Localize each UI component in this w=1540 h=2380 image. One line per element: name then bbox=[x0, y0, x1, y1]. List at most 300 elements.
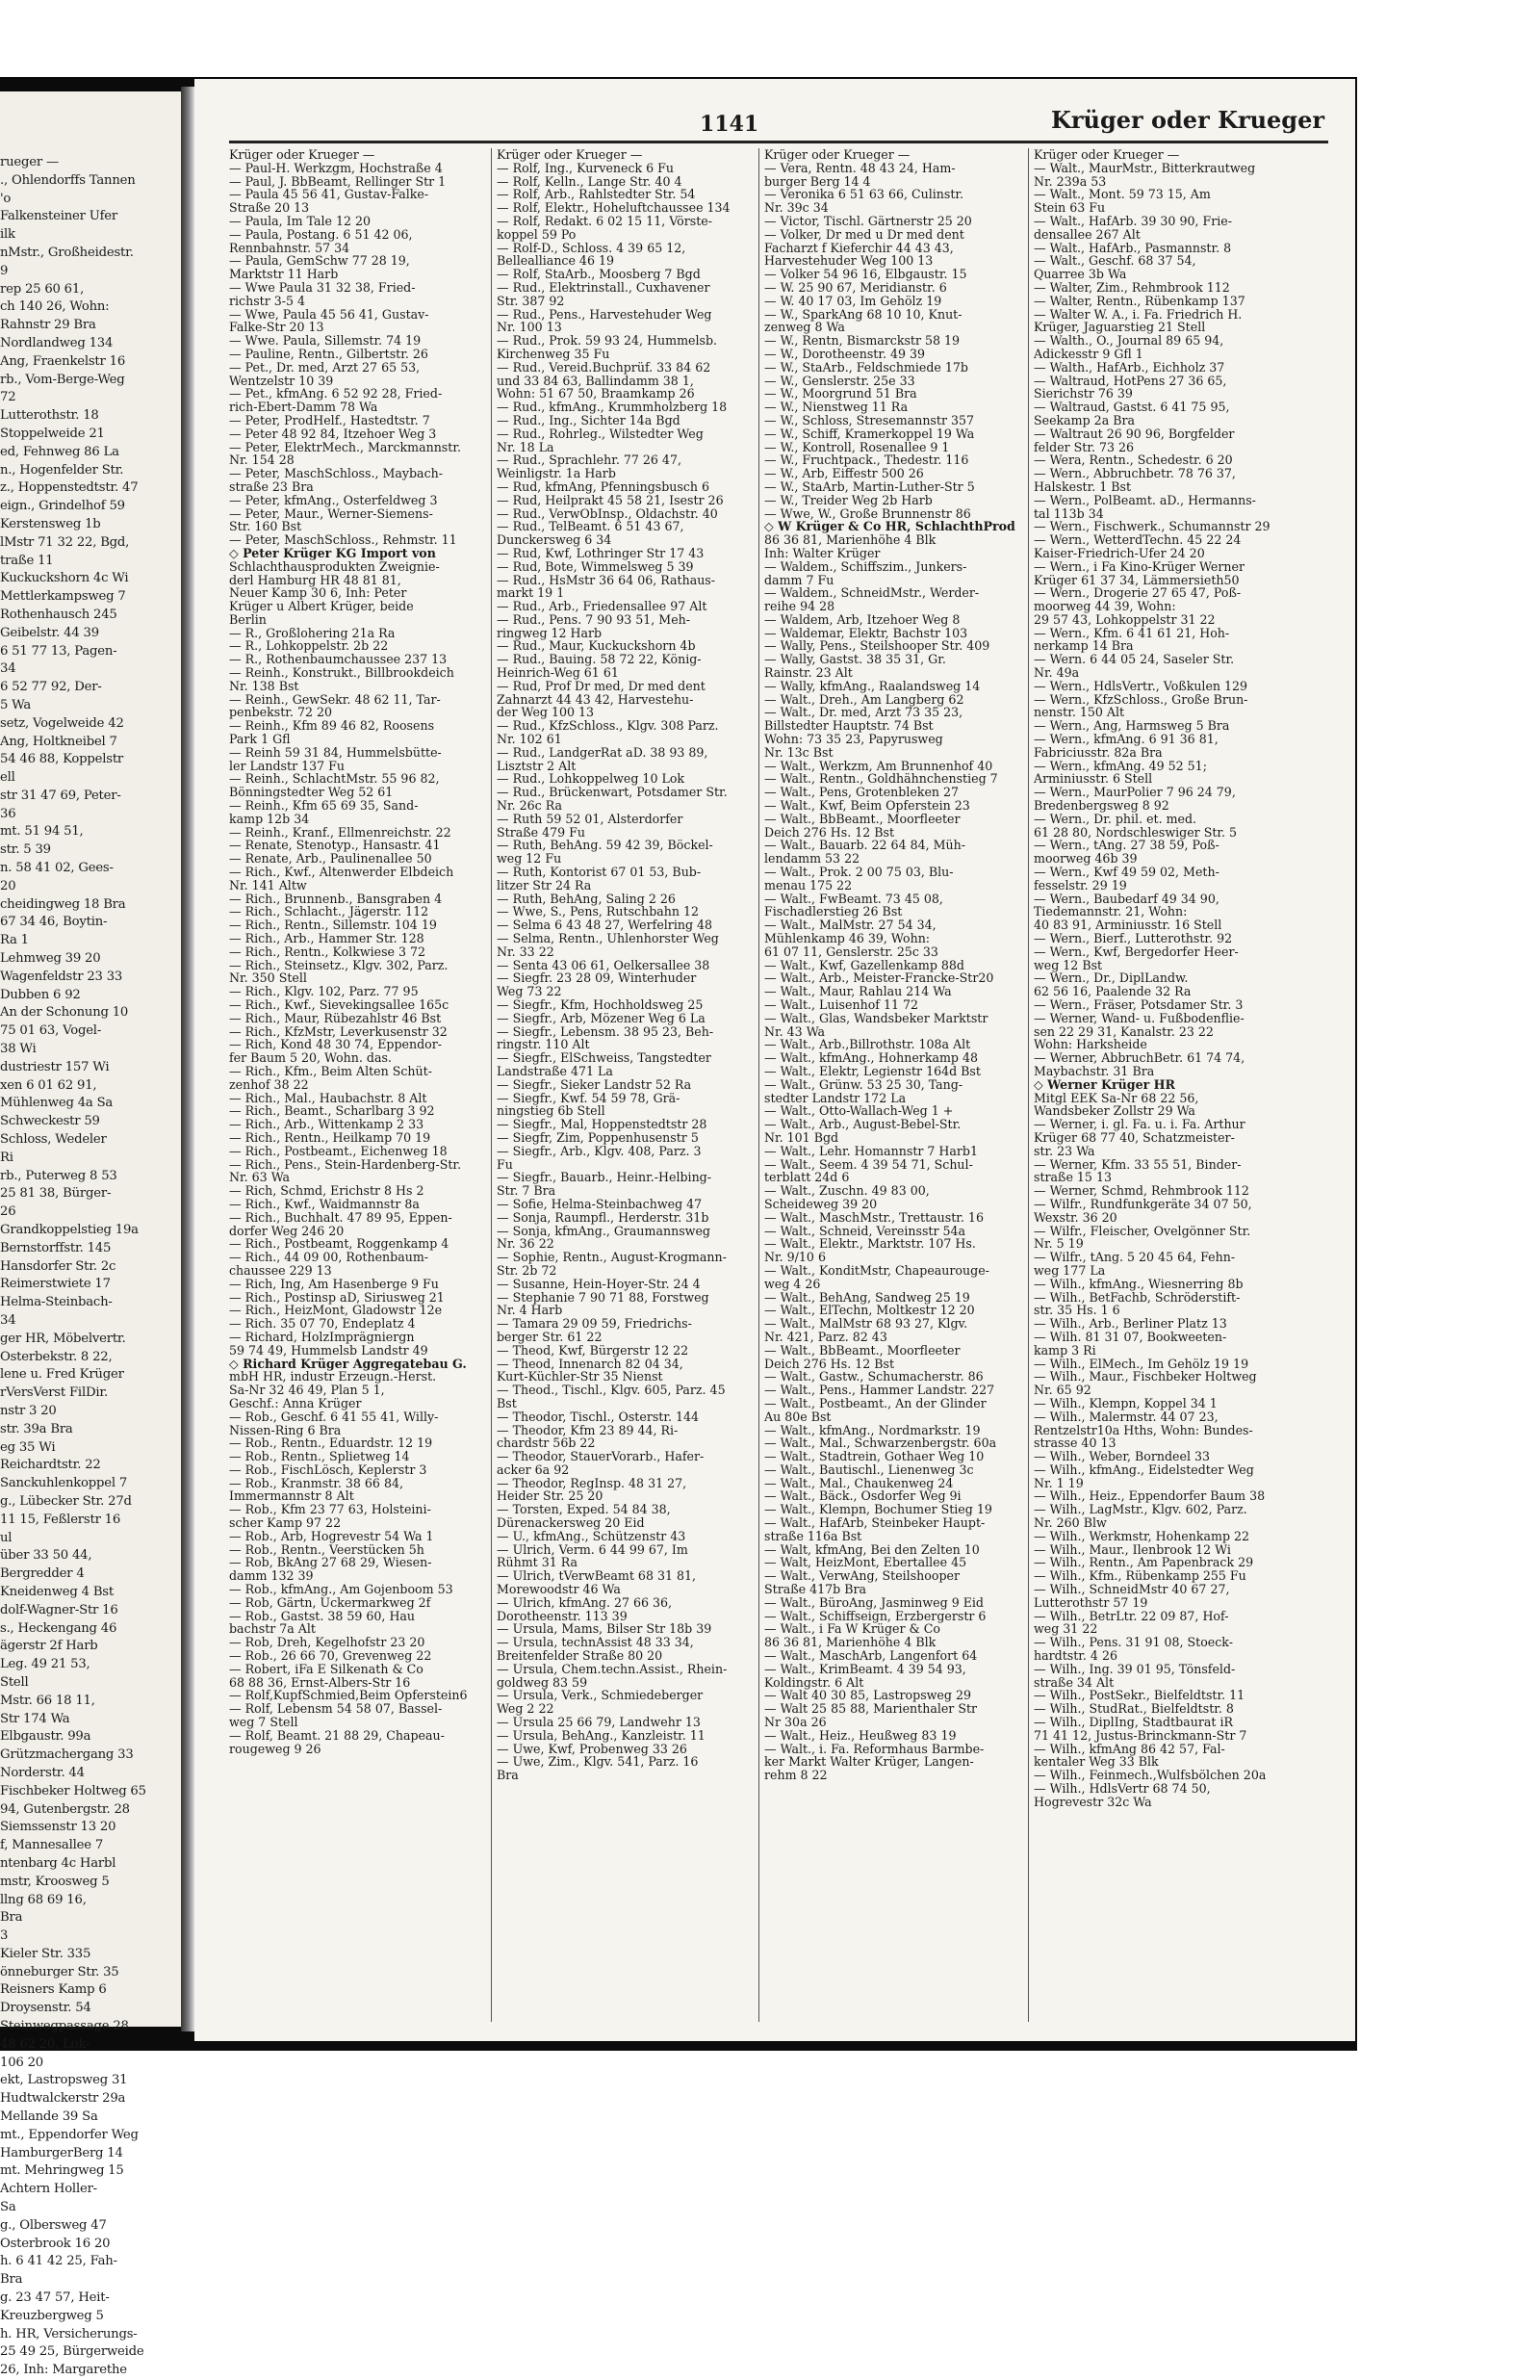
directory-entry-line: — Walt., FwBeamt. 73 45 08, bbox=[764, 891, 943, 906]
directory-entry-line: — Rud., kfmAng., Krummholzberg 18 bbox=[497, 400, 728, 415]
directory-entry-line: kamp 12b 34 bbox=[229, 811, 310, 826]
directory-entry-line: — Rich., Pens., Stein-Hardenberg-Str. bbox=[229, 1156, 462, 1172]
directory-entry-line: — Rud, kfmAng, Pfenningsbusch 6 bbox=[497, 479, 710, 494]
directory-entry-line: — Rud., Rohrleg., Wilstedter Weg bbox=[497, 426, 704, 441]
directory-entry-line: Straße 20 13 bbox=[229, 200, 310, 216]
facing-page-line: mt., Eppendorfer Weg bbox=[0, 2127, 139, 2142]
directory-entry-line: derl Hamburg HR 48 81 81, bbox=[229, 572, 401, 587]
column-1 bbox=[229, 148, 487, 1755]
directory-entry-line: damm 7 Fu bbox=[764, 572, 834, 587]
directory-entry-line: Nr. 138 Bst bbox=[229, 678, 299, 693]
directory-entry-line: — Wilh., Heiz., Eppendorfer Baum 38 bbox=[1034, 1488, 1266, 1504]
directory-entry-line: mbH HR, industr Erzeugn.-Herst. bbox=[229, 1369, 437, 1384]
directory-entry-line: Krüger 68 77 40, Schatzmeister- bbox=[1034, 1129, 1235, 1145]
facing-page-line: ., Ohlendorffs Tannen bbox=[0, 172, 136, 188]
directory-entry-line: straße 15 13 bbox=[1034, 1170, 1112, 1185]
facing-page-line: f, Mannesallee 7 bbox=[0, 1838, 104, 1853]
facing-page-line: 34 bbox=[0, 661, 16, 677]
directory-entry-line: — W., Moorgrund 51 Bra bbox=[764, 386, 917, 401]
directory-entry-line: — Rich., Klgv. 102, Parz. 77 95 bbox=[229, 984, 419, 999]
directory-entry-line: — Wilh., ElMech., Im Gehölz 19 19 bbox=[1034, 1356, 1249, 1371]
facing-page-line: Kerstensweg 1b bbox=[0, 516, 101, 531]
facing-page-line: mt. Mehringweg 15 bbox=[0, 2163, 124, 2179]
directory-entry-line: Weinligstr. 1a Harb bbox=[497, 466, 616, 481]
directory-entry-line: — Siegfr., Mal, Hoppenstedtstr 28 bbox=[497, 1117, 707, 1132]
directory-entry-line: zenweg 8 Wa bbox=[764, 320, 845, 335]
directory-entry-line: — Werner, i. gl. Fa. u. i. Fa. Arthur bbox=[1034, 1117, 1245, 1132]
directory-entry-line: Krüger 61 37 34, Lämmersieth50 bbox=[1034, 572, 1240, 587]
facing-page-line: 75 01 63, Vogel- bbox=[0, 1023, 102, 1039]
directory-entry-line: — Ursula, technAssist 48 33 34, bbox=[497, 1635, 694, 1650]
directory-entry-line: Stein 63 Fu bbox=[1034, 200, 1106, 216]
directory-entry-line: — Waldemar, Elektr, Bachstr 103 bbox=[764, 625, 968, 640]
directory-entry-line: str. 35 Hs. 1 6 bbox=[1034, 1303, 1120, 1318]
directory-entry-line: — Rob., Arb, Hogrevestr 54 Wa 1 bbox=[229, 1528, 434, 1543]
directory-entry-line: ◇ Werner Krüger HR bbox=[1034, 1076, 1175, 1092]
directory-entry-line: ringweg 12 Harb bbox=[497, 625, 603, 640]
facing-page-line: 26, Inh: Margarethe bbox=[0, 2363, 127, 2378]
directory-entry-line: — Siegfr., Lebensm. 38 95 23, Beh- bbox=[497, 1023, 714, 1039]
directory-entry-line: — Walt., Pens., Hammer Landstr. 227 bbox=[764, 1383, 995, 1398]
directory-entry-line: — Wilh., Malermstr. 44 07 23, bbox=[1034, 1409, 1219, 1424]
directory-entry-line: — Walt., MaurMstr., Bitterkrautweg bbox=[1034, 160, 1256, 175]
column-heading: Krüger oder Krueger — bbox=[764, 147, 911, 162]
directory-entry-line: markt 19 1 bbox=[497, 585, 565, 601]
facing-page-line: Fischbeker Holtweg 65 bbox=[0, 1783, 146, 1798]
directory-entry-line: — Walt., Elektr, Legienstr 164d Bst bbox=[764, 1063, 981, 1078]
directory-entry-line: — Theodor, Kfm 23 89 44, Ri- bbox=[497, 1422, 679, 1437]
directory-entry-line: weg 177 La bbox=[1034, 1262, 1106, 1278]
facing-page-line: Osterbekstr. 8 22, bbox=[0, 1349, 113, 1364]
facing-page-line: str. 39a Bra bbox=[0, 1421, 73, 1436]
directory-entry-line: ◇ W Krüger & Co HR, SchlachthProd bbox=[764, 519, 1015, 534]
directory-entry-line: — Wilh., Maur., Fischbeker Holtweg bbox=[1034, 1369, 1257, 1384]
facing-page-line: rVersVerst FilDir. bbox=[0, 1385, 108, 1401]
directory-entry-line: — Walt., Mal., Chaukenweg 24 bbox=[764, 1475, 954, 1490]
directory-entry-line: — Ursula, Verk., Schmiedeberger bbox=[497, 1688, 704, 1703]
directory-entry-line: straße 34 Alt bbox=[1034, 1674, 1115, 1690]
directory-entry-line: — W., Arb, Eiffestr 500 26 bbox=[764, 466, 924, 481]
directory-entry-line: — Werner, AbbruchBetr. 61 74 74, bbox=[1034, 1050, 1245, 1066]
facing-page-line: Kreuzbergweg 5 bbox=[0, 2308, 104, 2323]
directory-entry-line: — Walt., Schiffseign, Erzbergerstr 6 bbox=[764, 1608, 987, 1623]
directory-entry-line: — Wern., Kwf 49 59 02, Meth- bbox=[1034, 865, 1219, 880]
directory-entry-line: — Wern., Drogerie 27 65 47, Poß- bbox=[1034, 585, 1242, 601]
directory-entry-line: — Wern., PolBeamt. aD., Hermanns- bbox=[1034, 492, 1256, 507]
directory-entry-line: — Richard, HolzImprägniergn bbox=[229, 1329, 415, 1344]
directory-entry-line: — Walt., Mont. 59 73 15, Am bbox=[1034, 187, 1211, 202]
facing-page-line: Ri bbox=[0, 1150, 13, 1165]
directory-entry-line: — Rud., Vereid.Buchprüf. 33 84 62 bbox=[497, 359, 711, 375]
directory-entry-line: — Rud., VerwObInsp., Oldachstr. 40 bbox=[497, 505, 718, 521]
column-heading: Krüger oder Krueger — bbox=[497, 147, 643, 162]
directory-entry-line: — Walt., Werkzm, Am Brunnenhof 40 bbox=[764, 758, 993, 773]
directory-entry-line: Dunckersweg 6 34 bbox=[497, 532, 612, 548]
directory-entry-line: — Sofie, Helma-Steinbachweg 47 bbox=[497, 1196, 703, 1211]
directory-entry-line: — Walt., i. Fa. Reformhaus Barmbe- bbox=[764, 1741, 985, 1756]
directory-entry-line: — Rich., Brunnenb., Bansgraben 4 bbox=[229, 891, 443, 906]
directory-entry-line: — Rob., Gastst. 38 59 60, Hau bbox=[229, 1608, 416, 1623]
directory-entry-line: — Wern., Dr. phil. et. med. bbox=[1034, 811, 1197, 826]
directory-entry-line: — Siegfr. 23 28 09, Winterhuder bbox=[497, 970, 697, 986]
facing-page-line: Elbgaustr. 99a bbox=[0, 1729, 91, 1745]
directory-entry-line: — Walt., Gastw., Schumacherstr. 86 bbox=[764, 1369, 984, 1384]
directory-entry-line: koppel 59 Po bbox=[497, 226, 577, 242]
facing-page-line: n., Hogenfelder Str. bbox=[0, 462, 124, 478]
facing-page-line: Schloss, Wedeler bbox=[0, 1132, 107, 1148]
directory-entry-line: bachstr 7a Alt bbox=[229, 1621, 316, 1637]
facing-page-line: Achtern Holler- bbox=[0, 2182, 97, 2197]
directory-entry-line: Nr. 9/10 6 bbox=[764, 1250, 826, 1265]
directory-entry-line: — Walt., Luisenhof 11 72 bbox=[764, 997, 918, 1012]
directory-entry-line: — Volker 54 96 16, Elbgaustr. 15 bbox=[764, 267, 967, 282]
directory-entry-line: — Wwe. Paula, Sillemstr. 74 19 bbox=[229, 333, 422, 349]
directory-entry-line: — Walt., Grünw. 53 25 30, Tang- bbox=[764, 1076, 963, 1092]
directory-entry-line: — Reinh., Kranf., Ellmenreichstr. 22 bbox=[229, 824, 451, 840]
facing-page-line: 5 Wa bbox=[0, 697, 32, 712]
directory-entry-line: — Walt., MaschMstr., Trettaustr. 16 bbox=[764, 1209, 984, 1225]
facing-page-line: 25 81 38, Bürger- bbox=[0, 1186, 112, 1202]
directory-entry-line: — Wilh., Pens. 31 91 08, Stoeck- bbox=[1034, 1635, 1233, 1650]
directory-entry-line: — Siegfr., ElSchweiss, Tangstedter bbox=[497, 1050, 711, 1066]
facing-page-line: Reisners Kamp 6 bbox=[0, 1982, 107, 1998]
facing-page-line: rueger — bbox=[0, 155, 59, 169]
directory-entry-line: Nr. 36 22 bbox=[497, 1236, 554, 1252]
facing-page-line: Kuckuckshorn 4c Wi bbox=[0, 571, 129, 586]
directory-entry-line: — Rich., Rentn., Kolkwiese 3 72 bbox=[229, 944, 426, 959]
directory-entry-line: Bellealliance 46 19 bbox=[497, 253, 614, 269]
directory-entry-line: — Paula, Postang. 6 51 42 06, bbox=[229, 226, 413, 242]
directory-entry-line: — R., Rothenbaumchaussee 237 13 bbox=[229, 652, 448, 667]
directory-entry-line: Tiedemannstr. 21, Wohn: bbox=[1034, 904, 1188, 919]
directory-entry-line: damm 132 39 bbox=[229, 1568, 314, 1584]
directory-entry-line: — Theod, Innenarch 82 04 34, bbox=[497, 1356, 683, 1371]
facing-page-line: Rothenhausch 245 bbox=[0, 607, 117, 622]
directory-entry-line: Heinrich-Weg 61 61 bbox=[497, 665, 619, 681]
directory-entry-line: — Walt., Dr. med, Arzt 73 35 23, bbox=[764, 705, 963, 720]
directory-entry-line: — Rich., Postbeamt, Roggenkamp 4 bbox=[229, 1236, 449, 1252]
directory-entry-line: Str. 160 Bst bbox=[229, 519, 302, 534]
directory-entry-line: weg 4 26 bbox=[764, 1276, 821, 1291]
directory-entry-line: Geschf.: Anna Krüger bbox=[229, 1395, 362, 1410]
directory-entry-line: 61 28 80, Nordschleswiger Str. 5 bbox=[1034, 824, 1238, 840]
directory-entry-line: ker Markt Walter Krüger, Langen- bbox=[764, 1754, 974, 1770]
directory-entry-line: kamp 3 Ri bbox=[1034, 1342, 1096, 1358]
facing-page-line: mt. 51 94 51, bbox=[0, 824, 84, 840]
directory-entry-line: — Rud., Brückenwart, Potsdamer Str. bbox=[497, 785, 728, 800]
directory-entry-line: — Rud., Sprachlehr. 77 26 47, bbox=[497, 453, 681, 468]
directory-entry-line: — Wilfr., tAng. 5 20 45 64, Fehn- bbox=[1034, 1250, 1236, 1265]
directory-entry-line: sen 22 29 31, Kanalstr. 23 22 bbox=[1034, 1023, 1214, 1039]
facing-page-line: 36 bbox=[0, 806, 16, 821]
directory-entry-line: — Paula, Im Tale 12 20 bbox=[229, 213, 372, 228]
directory-entry-line: — Waltraut 26 90 96, Borgfelder bbox=[1034, 426, 1235, 441]
directory-entry-line: — R., Lohkoppelstr. 2b 22 bbox=[229, 638, 389, 654]
directory-entry-line: — W. 40 17 03, Im Gehölz 19 bbox=[764, 293, 942, 308]
directory-entry-line: Wohn: 73 35 23, Papyrusweg bbox=[764, 732, 943, 747]
facing-page-line: ntenbarg 4c Harbl bbox=[0, 1855, 116, 1871]
directory-entry-line: — Reinh., SchlachtMstr. 55 96 82, bbox=[229, 771, 440, 787]
directory-entry-line: — Reinh., Kfm 65 69 35, Sand- bbox=[229, 798, 419, 814]
directory-entry-line: Nissen-Ring 6 Bra bbox=[229, 1422, 342, 1437]
directory-entry-line: Nr. 13c Bst bbox=[764, 744, 834, 760]
facing-page-line: 38 Wi bbox=[0, 1042, 37, 1057]
directory-entry-line: straße 116a Bst bbox=[764, 1528, 862, 1543]
directory-entry-line: — Rud., Maur, Kuckuckshorn 4b bbox=[497, 638, 696, 654]
directory-entry-line: — Walt., Heiz., Heußweg 83 19 bbox=[764, 1727, 957, 1743]
facing-page-line: Wagenfeldstr 23 33 bbox=[0, 969, 123, 984]
facing-page-line: rb., Vom-Berge-Weg bbox=[0, 372, 125, 387]
directory-entry-line: stedter Landstr 172 La bbox=[764, 1090, 907, 1105]
directory-entry-line: rich-Ebert-Damm 78 Wa bbox=[229, 400, 378, 415]
directory-entry-line: 40 83 91, Arminiusstr. 16 Stell bbox=[1034, 918, 1222, 933]
directory-entry-line: — Wern., Fräser, Potsdamer Str. 3 bbox=[1034, 997, 1244, 1012]
facing-page-line: nMstr., Großheidestr. bbox=[0, 245, 134, 260]
directory-entry-line: ler Landstr 137 Fu bbox=[229, 758, 345, 773]
directory-entry-line: — Rob., Rentn., Veerstücken 5h bbox=[229, 1541, 424, 1557]
directory-entry-line: — Waldem., SchneidMstr., Werder- bbox=[764, 585, 980, 601]
directory-entry-line: Scheideweg 39 20 bbox=[764, 1196, 878, 1211]
directory-entry-line: — Renate, Arb., Paulinenallee 50 bbox=[229, 851, 432, 867]
directory-entry-line: — Walt, kfmAng, Bei den Zelten 10 bbox=[764, 1541, 980, 1557]
directory-entry-line: — Rich., Postinsp aD, Siriusweg 21 bbox=[229, 1289, 445, 1305]
directory-entry-line: — Rich., Steinsetz., Klgv. 302, Parz. bbox=[229, 957, 449, 972]
directory-entry-line: Landstraße 471 La bbox=[497, 1063, 613, 1078]
directory-entry-line: — Rob., Rentn., Splietweg 14 bbox=[229, 1449, 410, 1464]
directory-entry-line: — Rud, Prof Dr med, Dr med dent bbox=[497, 678, 706, 693]
directory-entry-line: — Rob., 26 66 70, Grevenweg 22 bbox=[229, 1648, 432, 1664]
facing-page-line: llng 68 69 16, bbox=[0, 1892, 87, 1907]
directory-entry-line: — Rob., FischLösch, Keplerstr 3 bbox=[229, 1462, 427, 1477]
directory-entry-line: — Rob., Rentn., Eduardstr. 12 19 bbox=[229, 1436, 433, 1451]
directory-entry-line: — Rich., KfzMstr, Leverkusenstr 32 bbox=[229, 1023, 448, 1039]
directory-entry-line: Rainstr. 23 Alt bbox=[764, 665, 853, 681]
directory-entry-line: — Walt., Bautischl., Lienenweg 3c bbox=[764, 1462, 974, 1477]
directory-entry-line: — Rich., Arb., Hammer Str. 128 bbox=[229, 931, 424, 946]
directory-entry-line: — Walter W. A., i. Fa. Friedrich H. bbox=[1034, 306, 1243, 322]
facing-page-line: Helma-Steinbach- bbox=[0, 1295, 113, 1310]
facing-page-line: cheidingweg 18 Bra bbox=[0, 896, 126, 912]
directory-entry-line: — Wern., kfmAng. 6 91 36 81, bbox=[1034, 732, 1219, 747]
directory-entry-line: kentaler Weg 33 Blk bbox=[1034, 1754, 1159, 1770]
directory-entry-line: moorweg 44 39, Wohn: bbox=[1034, 599, 1176, 614]
facing-page-line: str 31 47 69, Peter- bbox=[0, 788, 121, 803]
directory-entry-line: Lisztstr 2 Alt bbox=[497, 758, 577, 773]
directory-entry-line: — Wilh., Weber, Borndeel 33 bbox=[1034, 1449, 1211, 1464]
directory-entry-line: — Selma, Rentn., Uhlenhorster Weg bbox=[497, 931, 719, 946]
column-3 bbox=[764, 148, 1024, 1782]
directory-entry-line: — Walt 25 85 88, Marienthaler Str bbox=[764, 1701, 978, 1717]
directory-entry-line: — Selma 6 43 48 27, Werfelring 48 bbox=[497, 918, 713, 933]
directory-entry-line: — Susanne, Hein-Hoyer-Str. 24 4 bbox=[497, 1276, 701, 1291]
directory-entry-line: Lutterothstr 57 19 bbox=[1034, 1594, 1148, 1610]
facing-page-line: n. 58 41 02, Gees- bbox=[0, 861, 114, 876]
directory-entry-line: — Rich., Buchhalt. 47 89 95, Eppen- bbox=[229, 1209, 452, 1225]
directory-entry-line: burger Berg 14 4 bbox=[764, 173, 871, 189]
facing-page-line: Grützmachergang 33 bbox=[0, 1747, 134, 1763]
directory-entry-line: — Rud, Heilprakt 45 58 21, Isestr 26 bbox=[497, 492, 724, 507]
facing-page-line: 106 20 bbox=[0, 2055, 43, 2070]
facing-page-line: nstr 3 20 bbox=[0, 1403, 57, 1418]
facing-page-line: xen 6 01 62 91, bbox=[0, 1077, 97, 1093]
directory-entry-line: chardstr 56b 22 bbox=[497, 1436, 596, 1451]
directory-entry-line: — Ursula, BehAng., Kanzleistr. 11 bbox=[497, 1727, 706, 1743]
directory-entry-line: Mühlenkamp 46 39, Wohn: bbox=[764, 931, 931, 946]
directory-entry-line: Nr. 102 61 bbox=[497, 732, 562, 747]
facing-page-line: ägerstr 2f Harb bbox=[0, 1639, 98, 1654]
directory-entry-line: Kurt-Küchler-Str 35 Nienst bbox=[497, 1369, 663, 1384]
directory-entry-line: — Pet., Dr. med, Arzt 27 65 53, bbox=[229, 359, 421, 375]
directory-entry-line: — Peter, MaschSchloss., Maybach- bbox=[229, 466, 443, 481]
directory-entry-line: — W., Kontroll, Rosenallee 9 1 bbox=[764, 439, 950, 454]
directory-entry-line: — Walt., Prok. 2 00 75 03, Blu- bbox=[764, 865, 954, 880]
directory-entry-line: — Ruth 59 52 01, Alsterdorfer bbox=[497, 811, 683, 826]
directory-entry-line: — Vera, Rentn. 48 43 24, Ham- bbox=[764, 160, 956, 175]
directory-entry-line: rougeweg 9 26 bbox=[229, 1741, 321, 1756]
directory-entry-line: Wohn: 51 67 50, Braamkamp 26 bbox=[497, 386, 695, 401]
facing-page-line: 3 bbox=[0, 1928, 9, 1944]
facing-page-line: Lutterothstr. 18 bbox=[0, 408, 99, 424]
directory-entry-line: — Walt., VerwAng, Steilshooper bbox=[764, 1568, 960, 1584]
directory-entry-line: — Wera, Rentn., Schedestr. 6 20 bbox=[1034, 453, 1233, 468]
directory-entry-line: — Rolf, StaArb., Moosberg 7 Bgd bbox=[497, 267, 701, 282]
directory-entry-line: — Wilh., Maur., Ilenbrook 12 Wi bbox=[1034, 1541, 1231, 1557]
directory-entry-line: weg 12 Bst bbox=[1034, 957, 1103, 972]
directory-entry-line: — Victor, Tischl. Gärtnerstr 25 20 bbox=[764, 213, 972, 228]
directory-entry-line: Kirchenweg 35 Fu bbox=[497, 346, 610, 361]
directory-entry-line: str. 23 Wa bbox=[1034, 1143, 1095, 1158]
facing-page-line: 94, Gutenbergstr. 28 bbox=[0, 1801, 130, 1817]
directory-entry-line: Seekamp 2a Bra bbox=[1034, 412, 1135, 427]
directory-entry-line: Nr. 141 Altw bbox=[229, 877, 307, 892]
directory-entry-line: Morewoodstr 46 Wa bbox=[497, 1582, 621, 1597]
directory-entry-line: — Walt., Arb., August-Bebel-Str. bbox=[764, 1117, 962, 1132]
directory-entry-line: Falke-Str 20 13 bbox=[229, 320, 324, 335]
directory-entry-line: — Walt., kfmAng., Hohnerkamp 48 bbox=[764, 1050, 978, 1066]
directory-entry-line: — Walt., Pens, Grotenbleken 27 bbox=[764, 785, 960, 800]
directory-entry-line: — Wern., Abbruchbetr. 78 76 37, bbox=[1034, 466, 1236, 481]
directory-entry-line: — Wilh., Arb., Berliner Platz 13 bbox=[1034, 1316, 1227, 1332]
facing-page-line: ilk bbox=[0, 227, 15, 243]
directory-entry-line: — Rolf, Beamt. 21 88 29, Chapeau- bbox=[229, 1727, 445, 1743]
directory-entry-line: Straße 417b Bra bbox=[764, 1582, 866, 1597]
directory-entry-line: Hogrevestr 32c Wa bbox=[1034, 1794, 1152, 1809]
directory-entry-line: — Walt., MalMstr 68 93 27, Klgv. bbox=[764, 1316, 968, 1332]
facing-page-line: lene u. Fred Krüger bbox=[0, 1367, 124, 1383]
directory-entry-line: tal 113b 34 bbox=[1034, 505, 1104, 521]
directory-entry-line: goldweg 83 59 bbox=[497, 1674, 588, 1690]
directory-entry-line: ◇ Richard Krüger Aggregatebau G. bbox=[229, 1356, 467, 1371]
directory-entry-line: — Walt., Otto-Wallach-Weg 1 + bbox=[764, 1103, 954, 1119]
directory-entry-line: — Wilh., Ing. 39 01 95, Tönsfeld- bbox=[1034, 1661, 1236, 1676]
directory-entry-line: felder Str. 73 26 bbox=[1034, 439, 1135, 454]
facing-page-line: s., Heckengang 46 bbox=[0, 1620, 117, 1636]
directory-entry-line: — Walt., Geschf. 68 37 54, bbox=[1034, 253, 1196, 269]
directory-entry-line: — Peter 48 92 84, Itzehoer Weg 3 bbox=[229, 426, 437, 441]
directory-entry-line: — Wern., Dr., DiplLandw. bbox=[1034, 970, 1189, 986]
directory-entry-line: — Wilh., Klempn, Koppel 34 1 bbox=[1034, 1395, 1218, 1410]
directory-entry-line: — Walth., O., Journal 89 65 94, bbox=[1034, 333, 1224, 349]
directory-entry-line: Maybachstr. 31 Bra bbox=[1034, 1063, 1155, 1078]
facing-page-line: Schweckestr 59 bbox=[0, 1114, 100, 1129]
directory-entry-line: — Walt., i Fa W Krüger & Co bbox=[764, 1621, 940, 1637]
facing-page-line: str. 5 39 bbox=[0, 842, 51, 858]
directory-entry-line: — Rich., Beamt., Scharlbarg 3 92 bbox=[229, 1103, 435, 1119]
facing-page-line: Bergredder 4 bbox=[0, 1566, 85, 1582]
directory-entry-line: Nr. 1 19 bbox=[1034, 1475, 1084, 1490]
directory-entry-line: — Walt., Zuschn. 49 83 00, bbox=[764, 1183, 930, 1199]
directory-entry-line: — Rud., LandgerRat aD. 38 93 89, bbox=[497, 744, 708, 760]
directory-entry-line: Breitenfelder Straße 80 20 bbox=[497, 1648, 663, 1664]
directory-entry-line: — Walth., HafArb., Eichholz 37 bbox=[1034, 359, 1225, 375]
directory-entry-line: Mitgl EEK Sa-Nr 68 22 56, bbox=[1034, 1090, 1199, 1105]
facing-page-line: Leg. 49 21 53, bbox=[0, 1657, 90, 1672]
directory-entry-line: nenstr. 150 Alt bbox=[1034, 705, 1125, 720]
directory-entry-line: — Veronika 6 51 63 66, Culinstr. bbox=[764, 187, 964, 202]
directory-entry-line: — Werner, Kfm. 33 55 51, Binder- bbox=[1034, 1156, 1242, 1172]
directory-entry-line: ringstr. 110 Alt bbox=[497, 1037, 590, 1052]
directory-entry-line: — Rob., kfmAng., Am Gojenboom 53 bbox=[229, 1582, 453, 1597]
directory-entry-line: — R., Großlohering 21a Ra bbox=[229, 625, 396, 640]
facing-page-line: Ang, Fraenkelstr 16 bbox=[0, 353, 126, 369]
directory-entry-line: — Theodor, RegInsp. 48 31 27, bbox=[497, 1475, 687, 1490]
facing-page-line: Stoppelweide 21 bbox=[0, 426, 105, 441]
facing-page-line: Dubben 6 92 bbox=[0, 987, 81, 1002]
directory-entry-line: Au 80e Bst bbox=[764, 1409, 832, 1424]
directory-entry-line: — Theodor, Tischl., Osterstr. 144 bbox=[497, 1409, 700, 1424]
directory-entry-line: 86 36 81, Marienhöhe 4 Blk bbox=[764, 532, 937, 548]
directory-entry-line: Wandsbeker Zollstr 29 Wa bbox=[1034, 1103, 1195, 1119]
column-4 bbox=[1034, 148, 1328, 1809]
directory-entry-line: — Rolf,KupfSchmied,Beim Opferstein6 bbox=[229, 1688, 468, 1703]
directory-entry-line: — Walt., ElTechn, Moltkestr 12 20 bbox=[764, 1303, 975, 1318]
directory-entry-line: — Wilh., Feinmech.,Wulfsbölchen 20a bbox=[1034, 1768, 1267, 1783]
column-divider bbox=[1028, 148, 1029, 2022]
directory-entry-line: — Ruth, BehAng. 59 42 39, Böckel- bbox=[497, 838, 713, 853]
directory-entry-line: — Rich, Schmd, Erichstr 8 Hs 2 bbox=[229, 1183, 424, 1199]
directory-entry-line: — Wilfr., Fleischer, Ovelgönner Str. bbox=[1034, 1223, 1251, 1238]
directory-entry-line: und 33 84 63, Ballindamm 38 1, bbox=[497, 373, 694, 388]
directory-entry-line: — Walt., KrimBeamt. 4 39 54 93, bbox=[764, 1661, 966, 1676]
directory-entry-line: — Walt., Dreh., Am Langberg 62 bbox=[764, 691, 964, 707]
directory-entry-line: — W., Fruchtpack., Thedestr. 116 bbox=[764, 453, 969, 468]
directory-entry-line: Nr. 101 Bgd bbox=[764, 1129, 839, 1145]
directory-entry-line: Nr. 43 Wa bbox=[764, 1023, 826, 1039]
page-number: 1141 bbox=[700, 112, 759, 137]
directory-entry-line: — Wilh., PostSekr., Bielfeldtstr. 11 bbox=[1034, 1688, 1245, 1703]
facing-page-line: Norderstr. 44 bbox=[0, 1765, 85, 1780]
directory-entry-line: — Rob., Geschf. 6 41 55 41, Willy- bbox=[229, 1409, 439, 1424]
facing-page-line: ed, Fehnweg 86 La bbox=[0, 444, 119, 459]
facing-page-line: Nordlandweg 134 bbox=[0, 335, 114, 350]
directory-entry-line: — Siegfr., Arb., Klgv. 408, Parz. 3 bbox=[497, 1143, 702, 1158]
directory-entry-line: — Wern., Kwf, Bergedorfer Heer- bbox=[1034, 944, 1239, 959]
facing-page-line: 20 bbox=[0, 878, 16, 893]
directory-entry-line: — Volker, Dr med u Dr med dent bbox=[764, 226, 964, 242]
directory-entry-line: straße 23 Bra bbox=[229, 479, 314, 494]
directory-entry-line: — Walt., Kwf, Gazellenkamp 88d bbox=[764, 957, 964, 972]
directory-entry-line: Weg 73 22 bbox=[497, 984, 562, 999]
directory-entry-line: — Rich., Kfm., Beim Alten Schüt- bbox=[229, 1063, 432, 1078]
directory-entry-line: Zahnarzt 44 43 42, Harvestehu- bbox=[497, 691, 694, 707]
facing-page-line: Steinwegpassage 28 bbox=[0, 2019, 129, 2034]
column-2 bbox=[497, 148, 755, 1782]
directory-entry-line: — Rud., Lohkoppelweg 10 Lok bbox=[497, 771, 685, 787]
directory-entry-line: Bst bbox=[497, 1395, 517, 1410]
entry-columns bbox=[229, 148, 1328, 2022]
directory-entry-line: — W., Schiff, Kramerkoppel 19 Wa bbox=[764, 426, 975, 441]
directory-entry-line: 61 07 11, Genslerstr. 25c 33 bbox=[764, 944, 938, 959]
